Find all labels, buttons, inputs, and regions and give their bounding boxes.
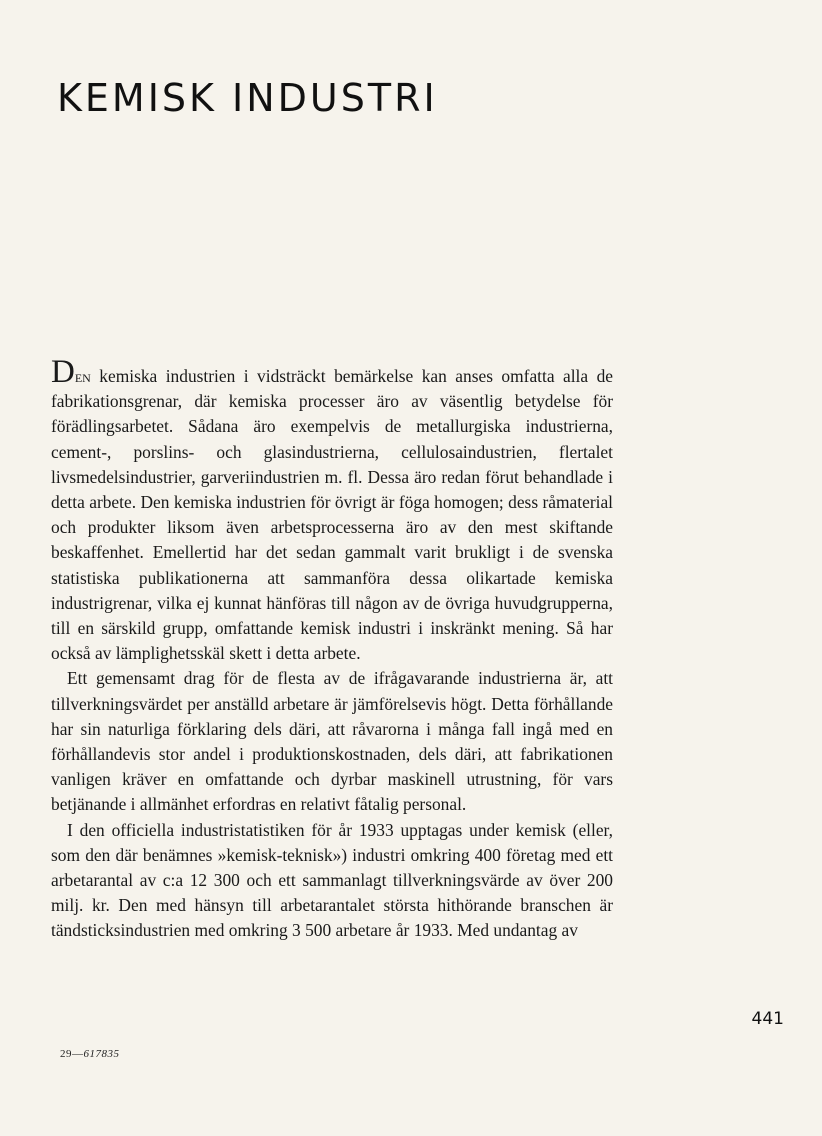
signature-code: 617835 bbox=[83, 1048, 120, 1060]
body-text bbox=[51, 356, 613, 944]
small-caps-word: en bbox=[74, 366, 91, 386]
page-number: 441 bbox=[751, 1009, 784, 1029]
paragraph-1 bbox=[51, 356, 613, 666]
paragraph-1-text: kemiska industrien i vidsträckt bemärkelse kan anses omfatta alla de fabrikationsgrenar, där kemiska processer äro av väsentlig betydelse för förädlingsarbetet. Sådana äro exempelvis de metallurgiska industrierna, cement-, porslins- och glasindustrierna, cellulosaindustrien, flertalet livsmedelsindustrier, garveriindustrien m. fl. Dessa äro redan förut behandlade i detta arbete. Den kemiska industrien för övrigt är föga homogen; dess råmaterial och produkter liksom även arbetsprocesserna äro av den mest skiftande beskaffenhet. Emellertid har det sedan gammalt varit brukligt i de svenska statistiska publikationerna att sammanföra dessa olikartade kemiska industrigrenar, vilka ej kunnat hänföras till någon av de övriga huvudgrupperna, till en särskild grupp, omfattande kemisk industri i inskränkt mening. Så har också av lämplighetsskäl skett i detta arbete. bbox=[51, 366, 613, 664]
printer-signature bbox=[60, 1048, 120, 1060]
paragraph-2: Ett gemensamt drag för de flesta av de ifrågavarande industrierna är, att tillverkningsvärdet per anställd arbetare är jämförelsevis högt. Detta förhållande har sin naturliga förklaring dels däri, att råvarorna i många fall ingå med en förhållandevis stor andel i produktionskostnaden, dels däri, att fabrikationen vanligen kräver en omfattande och dyrbar maskinell utrustning, för vars betjänande i allmänhet erfordras en relativt fåtalig personal. bbox=[51, 668, 613, 815]
signature-prefix: 29— bbox=[60, 1048, 84, 1060]
paragraph-3: I den officiella industristatistiken för år 1933 upptagas under kemisk (eller, som den där benämnes »kemisk-teknisk») industri omkring 400 företag med ett arbetarantal av c:a 12 300 och ett sammanlagt tillverkningsvärde av över 200 milj. kr. Den med hänsyn till arbetarantalet största hithörande branschen är tändsticksindustrien med omkring 3 500 arbetare år 1933. Med undantag av bbox=[51, 819, 613, 941]
page-title: KEMISK INDUSTRI bbox=[57, 76, 438, 120]
drop-cap: D bbox=[51, 354, 75, 390]
